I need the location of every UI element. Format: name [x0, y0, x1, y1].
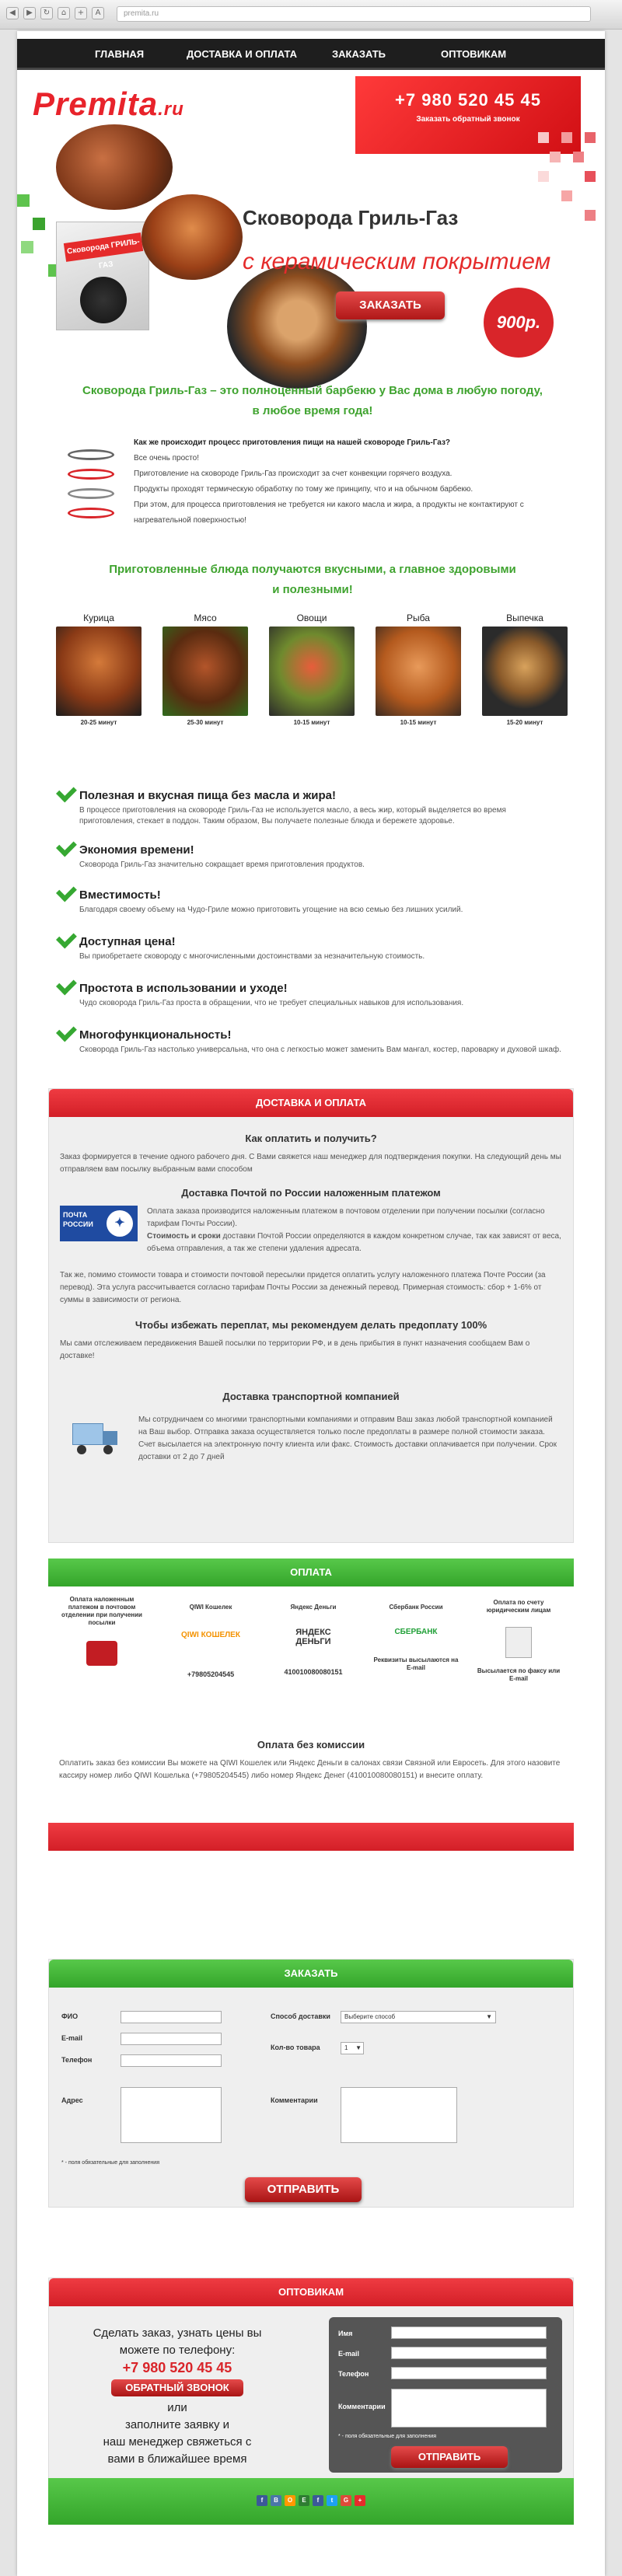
order-submit-button[interactable]: ОТПРАВИТЬ — [245, 2177, 362, 2202]
prepay-title: Чтобы избежать переплат, мы рекомендуем делать предоплату 100% — [135, 1319, 487, 1331]
check-icon — [56, 836, 77, 857]
prepay-text: Мы сами отслеживаем передвижения Вашей посылки по территории РФ, и в день прибытия в пункт назначения сообщаем Вам о доставке! — [60, 1339, 530, 1360]
ws-name-label: Имя — [338, 2330, 353, 2337]
bookmark-icon[interactable]: + — [75, 7, 87, 19]
social-icon[interactable]: + — [355, 2495, 365, 2506]
phone-label: Телефон — [61, 2056, 93, 2064]
food-item: Мясо 25-30 минут — [162, 613, 248, 726]
back-icon[interactable]: ◀ — [6, 7, 19, 19]
required-note: * - поля обязательные для заполнения — [61, 2160, 159, 2166]
post-text: Оплата заказа производится наложенным платежом в почтовом отделении при получении посылки (согласно тарифам Почты России). Стоимость и сроки доставки Почтой России определяются в каждом конкретном случае, так как зависят от веса, объема отправления, а так же степени удаления адресата. — [147, 1207, 561, 1253]
price-badge: 900р. — [484, 288, 554, 358]
social-icon[interactable]: f — [313, 2495, 323, 2506]
social-icon[interactable]: E — [299, 2495, 309, 2506]
feature-item: Вместимость! Благодаря своему объему на Чудо-Гриле можно приготовить угощение на всю семью без лишних усилий. — [79, 888, 561, 916]
truck-icon — [72, 1415, 119, 1459]
nav-delivery[interactable]: ДОСТАВКА И ОПЛАТА — [187, 48, 298, 60]
payment-method: Сбербанк России СБЕРБАНК Реквизиты высылаются на E-mail — [373, 1604, 459, 1671]
site-content — [17, 31, 605, 2576]
wholesale-phone: +7 980 520 45 45 — [122, 2360, 232, 2375]
feature-item: Экономия времени! Сковорода Гриль-Газ значительно сокращает время приготовления продуктов. — [79, 843, 561, 871]
social-icon[interactable]: O — [285, 2495, 295, 2506]
order-header: ЗАКАЗАТЬ — [49, 1960, 573, 1988]
tc-text: Мы сотрудничаем со многими транспортными компаниями и отправим Ваш заказ любой транспортной компанией на Ваш выбор. Отправка заказа осуществляется только после предоплаты в размере полной стоимости заказа. Счет высылается на электронную почту клиента или факс. Стоимость доставки оплачивается при получении. Срок доставки от 2 до 7 дней — [138, 1415, 557, 1461]
ws-email-field[interactable] — [391, 2347, 547, 2359]
address-label: Адрес — [61, 2096, 83, 2104]
footer — [48, 2478, 574, 2525]
hero-subtitle: с керамическим покрытием — [243, 249, 551, 274]
check-icon — [56, 881, 77, 902]
wholesale-callback-button[interactable]: ОБРАТНЫЙ ЗВОНОК — [111, 2379, 243, 2396]
comment-field[interactable] — [341, 2087, 457, 2143]
nav-order[interactable]: ЗАКАЗАТЬ — [332, 48, 386, 60]
home-icon[interactable]: ⌂ — [58, 7, 70, 19]
check-icon — [56, 1021, 77, 1042]
food-gallery — [56, 613, 569, 737]
check-icon — [56, 974, 77, 995]
comment-label: Комментарии — [271, 2096, 318, 2104]
ws-required-note: * - поля обязательные для заполнения — [338, 2434, 436, 2439]
tagline: Сковорода Гриль-Газ – это полноценный барбекю у Вас дома в любую погоду, в любое время года! — [82, 384, 543, 417]
hero-order-button[interactable]: ЗАКАЗАТЬ — [336, 291, 445, 319]
post-eagle-icon: ✦ — [107, 1210, 133, 1237]
feature-item: Доступная цена! Вы приобретаете сковороду с многочисленными достоинствами за незначительную стоимость. — [79, 935, 561, 962]
refresh-icon[interactable]: ↻ — [40, 7, 53, 19]
product-box-image: Сковорода ГРИЛЬ-ГАЗ — [56, 222, 149, 330]
intro-text: Как же происходит процесс приготовления пищи на нашей сковороде Гриль-Газ? Все очень просто! Приготовление на сковороде Гриль-Газ происходит за счет конвекции горячего воздуха. Продукты проходят термическую обработку по тому же принципу, что и на обычном барбекю. При этом, для процесса приготовления не требуется ни какого масла и жира, а продукты не контактируют с нагревательной поверхностью! — [134, 438, 524, 525]
nocom-title: Оплата без комиссии — [257, 1739, 365, 1750]
food-item: Овощи 10-15 минут — [269, 613, 355, 726]
post-title: Доставка Почтой по России наложенным платежом — [181, 1187, 441, 1199]
tab-icon[interactable]: A — [92, 7, 104, 19]
payment-method: QIWI Кошелек QIWI КОШЕЛЕК +79805204545 — [168, 1604, 253, 1678]
wholesale-text: Сделать заказ, узнать цены вы можете по телефону: +7 980 520 45 45 ОБРАТНЫЙ ЗВОНОК или заполните заявку и наш менеджер свяжеться с вами в ближайшее время — [65, 2325, 290, 2468]
fio-label: ФИО — [61, 2012, 79, 2020]
ws-phone-label: Телефон — [338, 2370, 369, 2378]
social-icon[interactable]: f — [257, 2495, 267, 2506]
check-icon — [56, 781, 77, 802]
payment-section — [48, 1559, 574, 1862]
delivery-label: Способ доставки — [271, 2012, 330, 2020]
fio-field[interactable] — [121, 2011, 222, 2023]
post-text-2: Так же, помимо стоимости товара и стоимости почтовой пересылки придется оплатить услугу наложенного платежа Почте России (за перевод). Эта услуга рассчитывается согласно тарифам Почты России за денежный перевод. Примерная стоимость: сбор + 1-6% от суммы в зависимости от региона. — [60, 1271, 546, 1304]
wallet-icon — [86, 1641, 117, 1666]
ws-email-label: E-mail — [338, 2350, 360, 2358]
tc-title: Доставка транспортной компанией — [222, 1391, 400, 1402]
forward-icon[interactable]: ▶ — [23, 7, 36, 19]
wholesale-section — [48, 2278, 574, 2480]
grill-diagram-icon — [64, 442, 118, 535]
site-logo[interactable]: Premita.ru — [33, 86, 184, 122]
wholesale-form — [329, 2317, 562, 2473]
qty-select[interactable]: 1 ▼ — [341, 2042, 364, 2054]
qty-label: Кол-во товара — [271, 2044, 320, 2051]
payment-footer-bar — [48, 1823, 574, 1851]
post-logo: ПОЧТА РОССИИ ✦ — [60, 1206, 138, 1241]
address-bar[interactable]: premita.ru — [117, 6, 591, 22]
payment-header: ОПЛАТА — [48, 1559, 574, 1586]
check-icon — [56, 927, 77, 948]
delivery-header: ДОСТАВКА И ОПЛАТА — [49, 1089, 573, 1117]
delivery-select[interactable]: Выберите способ ▼ — [341, 2011, 496, 2023]
foods-title: Приготовленные блюда получаются вкусными, а главное здоровыми и полезными! — [109, 563, 516, 596]
nocom-text: Оплатить заказ без комиссии Вы можете на QIWI Кошелек или Яндекс Деньги в салонах связи Связной или Евросеть. Для этого назовите кассиру номер либо QIWI Кошелька (+79805204545) либо номер Яндекс Денег (410010080080151) и внесите оплату. — [59, 1759, 561, 1780]
decorative-squares — [522, 124, 600, 311]
social-icon[interactable]: G — [341, 2495, 351, 2506]
payment-method: Оплата наложенным платежом в почтовом отделении при получении посылки — [59, 1596, 145, 1666]
sberbank-logo: СБЕРБАНК — [394, 1628, 438, 1636]
how-text: Заказ формируется в течение одного рабочего дня. С Вами свяжется наш менеджер для подтверждения покупки. На следующий день мы отправляем вам посылку выбранным вами способом — [60, 1153, 561, 1174]
ws-comment-field[interactable] — [391, 2389, 547, 2428]
email-label: E-mail — [61, 2034, 83, 2042]
email-field[interactable] — [121, 2033, 222, 2045]
ws-name-field[interactable] — [391, 2326, 547, 2339]
feature-item: Многофункциональность! Сковорода Гриль-Газ настолько универсальна, что она с легкостью может заменить Вам мангал, костер, пароварку и духовой шкаф. — [79, 1028, 561, 1056]
nav-home[interactable]: ГЛАВНАЯ — [95, 48, 145, 60]
phone-number: +7 980 520 45 45 — [395, 90, 541, 110]
hero-title: Сковорода Гриль-Газ — [243, 206, 459, 229]
ws-phone-field[interactable] — [391, 2367, 547, 2379]
feature-item: Простота в использовании и уходе! Чудо сковорода Гриль-Газ проста в обращении, что не требует специальных навыков для использования. — [79, 982, 561, 1009]
ws-submit-button[interactable]: ОТПРАВИТЬ — [391, 2446, 508, 2468]
food-item: Курица 20-25 минут — [56, 613, 142, 726]
feature-item: Полезная и вкусная пища без масла и жира! В процессе приготовления на сковороде Гриль-Газ не используется масло, а весь жир, который выделяется во время приготовления, стекает в поддон. Таким образом, Вы получаете полезные блюда и бережете здоровье. — [79, 789, 561, 827]
order-section — [48, 1959, 574, 2208]
wholesale-header: ОПТОВИКАМ — [49, 2278, 573, 2306]
browser-toolbar — [0, 0, 622, 30]
delivery-section — [48, 1088, 574, 1543]
nav-wholesale[interactable]: ОПТОВИКАМ — [441, 48, 507, 60]
ws-comment-label: Комментарии — [338, 2403, 386, 2410]
payment-method: Яндекс Деньги ЯНДЕКС ДЕНЬГИ 410010080080151 — [284, 1604, 343, 1676]
how-title: Как оплатить и получить? — [245, 1133, 377, 1144]
yandex-logo: ЯНДЕКС ДЕНЬГИ — [295, 1628, 331, 1646]
address-field[interactable] — [121, 2087, 222, 2143]
food-item: Выпечка 15-20 минут — [482, 613, 568, 726]
callback-link[interactable]: Заказать обратный звонок — [416, 115, 520, 124]
qiwi-logo: QIWI КОШЕЛЕК — [181, 1631, 240, 1639]
social-icon[interactable]: B — [271, 2495, 281, 2506]
phone-field[interactable] — [121, 2054, 222, 2067]
food-item: Рыба 10-15 минут — [376, 613, 461, 726]
payment-method: Оплата по счету юридическим лицам Высылается по факсу или E-mail — [477, 1599, 561, 1682]
social-icon[interactable]: t — [327, 2495, 337, 2506]
document-icon — [505, 1627, 532, 1658]
top-navigation — [17, 39, 605, 70]
